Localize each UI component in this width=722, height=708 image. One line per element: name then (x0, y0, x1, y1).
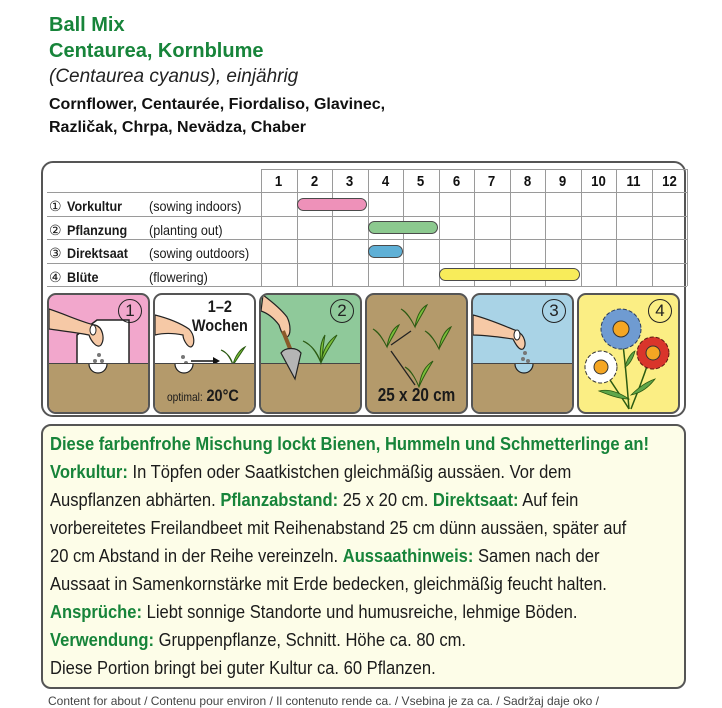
month-label: 11 (626, 173, 641, 190)
weeks-range: 1–2 (207, 297, 233, 316)
text: 25 x 20 cm. (338, 490, 433, 510)
row-label-sowing-outdoors (49, 241, 259, 264)
spacing-value: 25 x 20 cm (377, 385, 456, 405)
pictogram-sowing-outdoors (471, 293, 574, 414)
description-line (50, 486, 639, 514)
step-number: ④ (49, 268, 62, 285)
hand-icon (261, 295, 290, 337)
grid-line (581, 169, 582, 286)
grid-line (297, 169, 298, 286)
row-label-en: (planting out) (149, 221, 223, 238)
month-label: 12 (661, 173, 677, 190)
row-label-flowering (49, 265, 259, 288)
label-ansprueche: Ansprüche: (50, 602, 143, 622)
pictogram-germination (153, 293, 256, 414)
row-label-de: Blüte (67, 268, 99, 285)
row-label-en: (sowing outdoors) (149, 245, 250, 261)
label-direktsaat: Direktsaat: (432, 490, 519, 510)
spacing-arrows-icon (391, 331, 415, 385)
row-label-en: (sowing indoors) (149, 198, 242, 214)
grid-line (47, 286, 687, 287)
description-line (50, 626, 639, 654)
text: Auf fein (518, 490, 579, 510)
calendar-bar (368, 245, 403, 258)
product-header (49, 13, 385, 139)
row-label-planting-out (49, 218, 259, 241)
month-label: 1 (274, 173, 283, 190)
step-number-badge: 4 (648, 299, 672, 323)
row-label-en: (flowering) (149, 268, 208, 285)
month-label: 9 (558, 173, 567, 190)
row-label-de: Direktsaat (67, 245, 128, 261)
month-label: 4 (381, 173, 389, 190)
calendar-bar (368, 221, 438, 234)
row-label-de: Pflanzung (67, 221, 128, 238)
text: Liebt sonnige Standorte und humusreiche, lehmige Böden. (142, 602, 578, 622)
white-flower-icon (585, 351, 617, 383)
text: Gruppenpflanze, Schnitt. Höhe ca. 80 cm. (153, 630, 467, 650)
label-vorkultur: Vorkultur: (50, 462, 128, 482)
row-label-sowing-indoors (49, 194, 259, 217)
weeks-label: Wochen (192, 316, 248, 335)
month-label: 2 (310, 173, 318, 190)
step-number-badge: 1 (118, 299, 142, 323)
optimal-label: optimal: (167, 390, 203, 404)
step-number: ① (49, 198, 62, 214)
label-verwendung: Verwendung: (50, 630, 154, 650)
month-label: 8 (523, 173, 531, 190)
description-line (50, 598, 639, 626)
grid-line (687, 169, 688, 286)
plant-icon (303, 335, 337, 363)
pictogram-spacing (365, 293, 468, 414)
grid-line (652, 169, 653, 286)
blue-flower-icon (601, 309, 641, 349)
month-label: 10 (590, 173, 606, 190)
temperature-value: 20°C (206, 386, 239, 405)
step-number: ② (49, 221, 62, 238)
text: Auspflanzen abhärten. (50, 490, 221, 510)
description-line (50, 458, 639, 486)
description-line: Diese Portion bringt bei guter Kultur ca. 60 Pflanzen. (50, 658, 436, 678)
grid-line (616, 169, 617, 286)
month-label: 7 (487, 173, 496, 190)
botanical-name: (Centaurea cyanus), einjährig (49, 66, 299, 87)
description-box (41, 424, 686, 689)
grid-line (261, 169, 262, 286)
grid-line (332, 169, 333, 286)
grid-line (439, 169, 440, 286)
row-label-de: Vorkultur (67, 198, 123, 214)
red-flower-icon (637, 337, 669, 369)
step-number: ③ (49, 245, 62, 261)
label-pflanzabstand: Pflanzabstand: (220, 490, 339, 510)
month-label: 3 (345, 173, 354, 190)
pictogram-flowering (577, 293, 680, 414)
text: In Töpfen oder Saatkistchen gleichmäßig aussäen. Vor dem (127, 462, 572, 482)
label-aussaathinweis: Aussaathinweis: (342, 546, 474, 566)
month-label: 6 (452, 173, 460, 190)
germination-time (192, 297, 248, 335)
calendar-bar (297, 198, 367, 211)
step-number-badge: 2 (330, 299, 354, 323)
text: 20 cm Abstand in der Reihe vereinzeln. (50, 546, 343, 566)
pictogram-planting-out (259, 293, 362, 414)
description-line (50, 542, 639, 570)
description-line: Aussaat in Samenkornstärke mit Erde bedecken, gleichmäßig feucht halten. (50, 574, 607, 594)
optimal-temperature (167, 386, 239, 406)
plant-name: Centaurea, Kornblume (49, 40, 264, 62)
month-label: 5 (416, 173, 425, 190)
headline: Diese farbenfrohe Mischung lockt Bienen, Hummeln und Schmetterlinge an! (50, 434, 650, 454)
translations-line-1: Cornflower, Centaurée, Fiordaliso, Glavinec, (49, 96, 386, 113)
description-text (50, 430, 650, 682)
pictogram-sowing-indoors (47, 293, 150, 414)
step-number-badge: 3 (542, 299, 566, 323)
description-line: vorbereitetes Freilandbeet mit Reihenabstand 25 cm dünn aussäen, später auf (50, 518, 627, 538)
calendar-bar (439, 268, 580, 281)
content-footer: Content for about / Contenu pour environ / Il contenuto rende ca. / Vsebina je za ca. / Sadržaj daje oko / (48, 694, 600, 708)
translations-line-2: Različak, Chrpa, Nevädza, Chaber (49, 119, 306, 136)
product-name: Ball Mix (49, 14, 125, 36)
text: Samen nach der (473, 546, 600, 566)
trowel-icon (281, 349, 301, 380)
sowing-calendar-panel (41, 161, 686, 417)
